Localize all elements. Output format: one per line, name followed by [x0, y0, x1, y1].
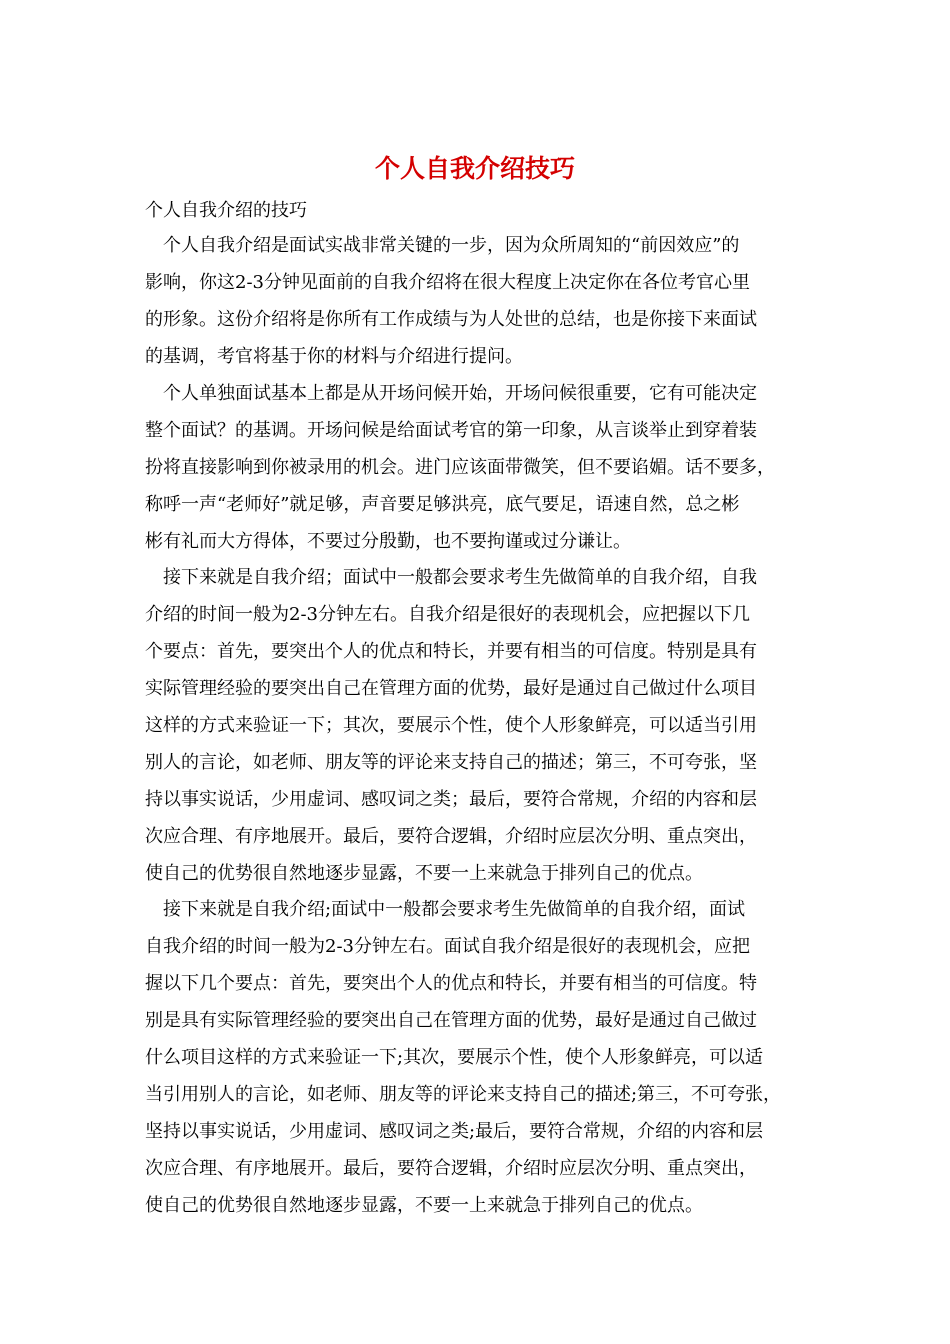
body-line: 当引用别人的言论，如老师、朋友等的评论来支持自己的描述;第三，不可夸张， [145, 1084, 782, 1105]
body-line: 什么项目这样的方式来验证一下;其次，要展示个性，使个人形象鲜亮，可以适 [145, 1047, 764, 1068]
body-line: 持以事实说话，少用虚词、感叹词之类；最后，要符合常规，介绍的内容和层 [145, 789, 757, 810]
body-line: 自我介绍的时间一般为2-3分钟左右。面试自我介绍是很好的表现机会，应把 [145, 936, 750, 957]
document-title: 个人自我介绍技巧 [374, 154, 575, 183]
body-line: 这样的方式来验证一下；其次，要展示个性，使个人形象鲜亮，可以适当引用 [145, 715, 757, 736]
body-line: 扮将直接影响到你被录用的机会。进门应该面带微笑，但不要谄媚。话不要多， [145, 457, 775, 478]
body-line: 彬有礼而大方得体，不要过分殷勤，也不要拘谨或过分谦让。 [145, 531, 631, 552]
body-line: 接下来就是自我介绍;面试中一般都会要求考生先做简单的自我介绍，面试 [145, 899, 746, 920]
body-line: 别是具有实际管理经验的要突出自己在管理方面的优势，最好是通过自己做过 [145, 1010, 757, 1031]
body-line: 个要点：首先，要突出个人的优点和特长，并要有相当的可信度。特别是具有 [145, 641, 757, 662]
body-line: 介绍的时间一般为2-3分钟左右。自我介绍是很好的表现机会，应把握以下几 [145, 604, 750, 625]
body-line: 影响，你这2-3分钟见面前的自我介绍将在很大程度上决定你在各位考官心里 [145, 272, 750, 293]
body-line: 使自己的优势很自然地逐步显露，不要一上来就急于排列自己的优点。 [145, 1195, 703, 1216]
body-line: 整个面试？的基调。开场问候是给面试考官的第一印象，从言谈举止到穿着装 [145, 420, 757, 441]
body-line: 实际管理经验的要突出自己在管理方面的优势，最好是通过自己做过什么项目 [145, 678, 757, 699]
body-line: 坚持以事实说话，少用虚词、感叹词之类;最后，要符合常规，介绍的内容和层 [145, 1121, 764, 1142]
body-line: 次应合理、有序地展开。最后，要符合逻辑，介绍时应层次分明、重点突出， [145, 1158, 757, 1179]
body-line: 个人自我介绍是面试实战非常关键的一步，因为众所周知的“前因效应”的 [145, 235, 740, 256]
body-line: 次应合理、有序地展开。最后，要符合逻辑，介绍时应层次分明、重点突出， [145, 826, 757, 847]
body-line: 接下来就是自我介绍；面试中一般都会要求考生先做简单的自我介绍，自我 [145, 567, 757, 588]
body-line: 称呼一声“老师好”就足够，声音要足够洪亮，底气要足，语速自然，总之彬 [145, 494, 740, 515]
body-line: 的基调，考官将基于你的材料与介绍进行提问。 [145, 346, 523, 367]
body-line: 握以下几个要点：首先，要突出个人的优点和特长，并要有相当的可信度。特 [145, 973, 757, 994]
body-line: 的形象。这份介绍将是你所有工作成绩与为人处世的总结，也是你接下来面试 [145, 309, 757, 330]
document-subtitle: 个人自我介绍的技巧 [145, 200, 307, 221]
body-line: 个人单独面试基本上都是从开场问候开始，开场问候很重要，它有可能决定 [145, 383, 757, 404]
body-line: 别人的言论，如老师、朋友等的评论来支持自己的描述；第三，不可夸张，坚 [145, 752, 757, 773]
body-line: 使自己的优势很自然地逐步显露，不要一上来就急于排列自己的优点。 [145, 863, 703, 884]
